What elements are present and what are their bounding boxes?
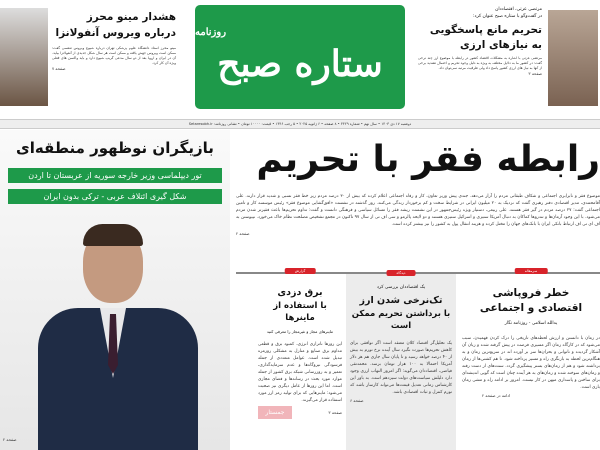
feature-photo <box>38 228 198 450</box>
section-tag: سرمقاله <box>515 268 548 274</box>
section-tag: گزارش <box>285 268 316 274</box>
teaser-body: مرتضی عزتی با اشاره به مشکلات اقتصاد کشور در رابطه با موضوع ارز چند نرخی گفت: در کشور ما به دلایل مختلف به ویژه به دلیل وجود تحریم و احتمال تشدید برخی از آنها به نیاز های ارزی کشور پاسخ داد ولی ظرفیت مرتبه نمی‌توان داد. <box>418 56 542 70</box>
column-headline: با برداشتن تحریم ممکن است <box>351 309 451 331</box>
teaser-body: مینو محرز استاد دانشگاه علوم پزشکی تهران درباره شیوع ویروس تنفسی گفت: ممکن است ویروس جهش یافته و ممکن است هر سال شکل جدیدی از آنفولانزا بیاید. آن در ایران و اروپا بعد از دو سال مدعی گریپ شیوع دارد و باید واکسن های فعلی ویژه آن کار کرد. <box>52 46 176 65</box>
portrait-photo-ezzati <box>548 10 598 106</box>
column-body: در زمان با دانستن و ارزش لحظه‌های تاریخی را درک کردن فهمیدن، سبب می‌شود که در کارگاه زمان اگر مسیری فرصت در پیش گرفته شده و زبان آن آشکار گردیده و ناتوانی و بحران‌ها سر بر آورده اند در سریع‌ترین زمان و به هنگام‌ترین لحظه به بازنگری راه و مسیر پرداخته شود. تا هم کشتی‌ها از زمان برداشته شود و هم از زمان‌های بستر پیشگیری گردد. سنت‌های از دست رفته و زمان‌های سوخته شده و زمان‌های به هر آینده چنان است که گویی اندیشه‌ای برای ساختن و پاسداری میهن در کار نیست. امروز بر ادامه راه و مشی زمان بازی است. <box>462 336 600 390</box>
byline: ماینرهای مجاز و غیرمجاز را معرفی کنید <box>266 329 334 334</box>
lead-body: موضوع فقر و نابرابری اجتماعی و شکاف طبقاتی مردم را آزار می‌دهد. جندی پیش وزیر تعاون، کار و رفاه اجتماعی اعلام کرده که بیش از ۳۰ درصد مردم زیر خط فقر نسبی و شدید قرار دارند. علی آقامحمدی، مدیر اقتصادی دفتر رهبری گفت که نزدیک به ۲۰ میلیون ایرانی در شرایط سخت و کم برخوردار زندگی می‌کنند. روز گذشته در نشست «افق‌گشایی موضوع فقر» رئیس موسسه کار و تامین اجتماعی گفت: ۲۷ درصد مردم در گیر فقر هستند. علی ربیعی، دستیار ویژه رئیس‌جمهور در این نشست ریشه فقر را مسائل سیاسی و فرهنگی دانست و گفت: تداوم تحریم‌ها باعث فقیرتر شدن مردم می‌شود. با این وجود آرمان‌ها و تندروها کماکان به دنبال آمریکا ستیزی و اسرائیل ستیزی هستند و دو لایحه پالرمو و سی اف تی از سال ۹۷ تاکنون در مجمع تشخیص مصلحت نظام خاک می‌خورد. نپیوستن به اف ای تی اف ارتباط بانکی ایران با بانک‌های جهان را مختل کرده و هزینه انتقال پول به کشور را نیز بیشتر کرده است. <box>236 194 600 227</box>
kicker: یک اقتصاددان بررسی کرد <box>376 285 426 290</box>
column-headline: تک‌نرخی شدن ارز <box>359 295 443 306</box>
column-report[interactable] <box>258 269 342 450</box>
feature-subhead: تور دیپلماسی وزیر خارجه سوریه از عربستان تا اردن <box>8 168 222 183</box>
page-ref: صفحه ۲ <box>3 437 17 442</box>
column-editorial[interactable] <box>462 269 600 450</box>
column-viewpoint[interactable] <box>346 271 456 450</box>
headline: درباره ویروس آنفولانزا <box>55 27 176 39</box>
lead-story[interactable] <box>236 131 600 237</box>
headline: تحریم مانع پاسخگویی <box>429 24 542 36</box>
kicker: در گفت‌وگو با ستاره صبح عنوان کرد: <box>472 14 542 19</box>
logo-wordmark: ستاره صبح <box>217 43 383 85</box>
kicker: مرتضی عزتی، اقتصاددان <box>495 7 542 12</box>
page-ref: صفحه ۲ <box>236 231 250 236</box>
page-ref: صفحه ۳ <box>328 409 342 415</box>
page-ref: صفحه ۳ <box>528 71 542 76</box>
page-ref: ادامه در صفحه ۲ <box>482 393 511 398</box>
column-body: یک تحلیل‌گر اقتصاد کلان معتقد است اگر توافقی برای کاهش تحریم‌ها صورت نگیرد سال آینده نرخ تورم به بیش از ۴۰ درصد خواهد رسید و تا پایان سال جاری هم هر دلار آمریکا احتمالا به ۱۰۰ هزار تومان برسد. محمدتقی فیاضی، اقتصاددان می‌گوید: اگر امروز التهاب ارزی وجود دارد دلیلش سیاست‌های دولت سیزدهم است. به باور این کارشناس زمانی تعدیل قیمت‌ها می‌تواند کارساز باشد که تورم کنترل و ثبات اقتصادی باشد. <box>350 341 452 395</box>
column-headline: برق دزدی <box>277 287 323 298</box>
column-headline: خطر فروپاشی <box>492 287 570 299</box>
page-ref: صفحه ۷ <box>52 66 66 71</box>
portrait-photo-mohraz <box>0 8 48 106</box>
section-tag: دیدگاه <box>387 270 416 276</box>
top-right-teaser[interactable] <box>418 4 600 118</box>
headline: هشدار مینو محرز <box>86 11 176 23</box>
headline: به نیازهای ارزی <box>460 39 542 51</box>
column-headline: اقتصادی و اجتماعی <box>479 302 583 314</box>
left-feature[interactable] <box>0 130 230 450</box>
page-ref: صفحه ۶ <box>350 398 364 403</box>
column-body: این روزها ناترازی انرژی، کمبود برق و قطعی مداوم برق صنایع و منازل به مشکلی روزمره تبدیل شده است. عوامل متعددی از جمله فرسودگی نیروگاه‌ها و عدم سرمایه‌گذاری، تعمیر و به روزرسانی شبکه برق کشور از جمله موارد مورد بحث در رسانه‌ها و فضای مجازی است. اما این روزها از عامل دیگری نیز صحبت می‌شود: ماینرهایی که برای تولید رمز ارز مورد استفاده قرار می‌گیرند. <box>258 342 342 403</box>
lead-headline: رابطه فقر با تحریم <box>256 139 600 180</box>
byline: یدالله اسلامی - روزنامه نگار <box>504 321 558 326</box>
column-headline: با استفاده از ماینرها <box>273 301 327 323</box>
feature-subhead: شکل گیری ائتلاف عربی - ترکی بدون ایران <box>8 189 222 204</box>
feature-headline: بازیگران نوظهور منطقه‌ای <box>16 139 214 157</box>
watermark-stamp: جمستار <box>258 406 292 419</box>
logo-prefix: روزنامه <box>195 27 227 38</box>
top-left-teaser[interactable] <box>0 4 180 118</box>
masthead-logo <box>195 5 405 109</box>
dateline: دوشنبه ۱۷ دی ۱۴۰۳ • سال نهم • شماره ۳۴۲۹ • ۸ صفحه • ۶ ژانویه ۲۰۲۵ • ۵ رجب ۱۴۴۶ • قیمت: ۱۰۰۰۰ تومان • نشانی روزنامه: Setaresobh.ir <box>0 119 600 129</box>
